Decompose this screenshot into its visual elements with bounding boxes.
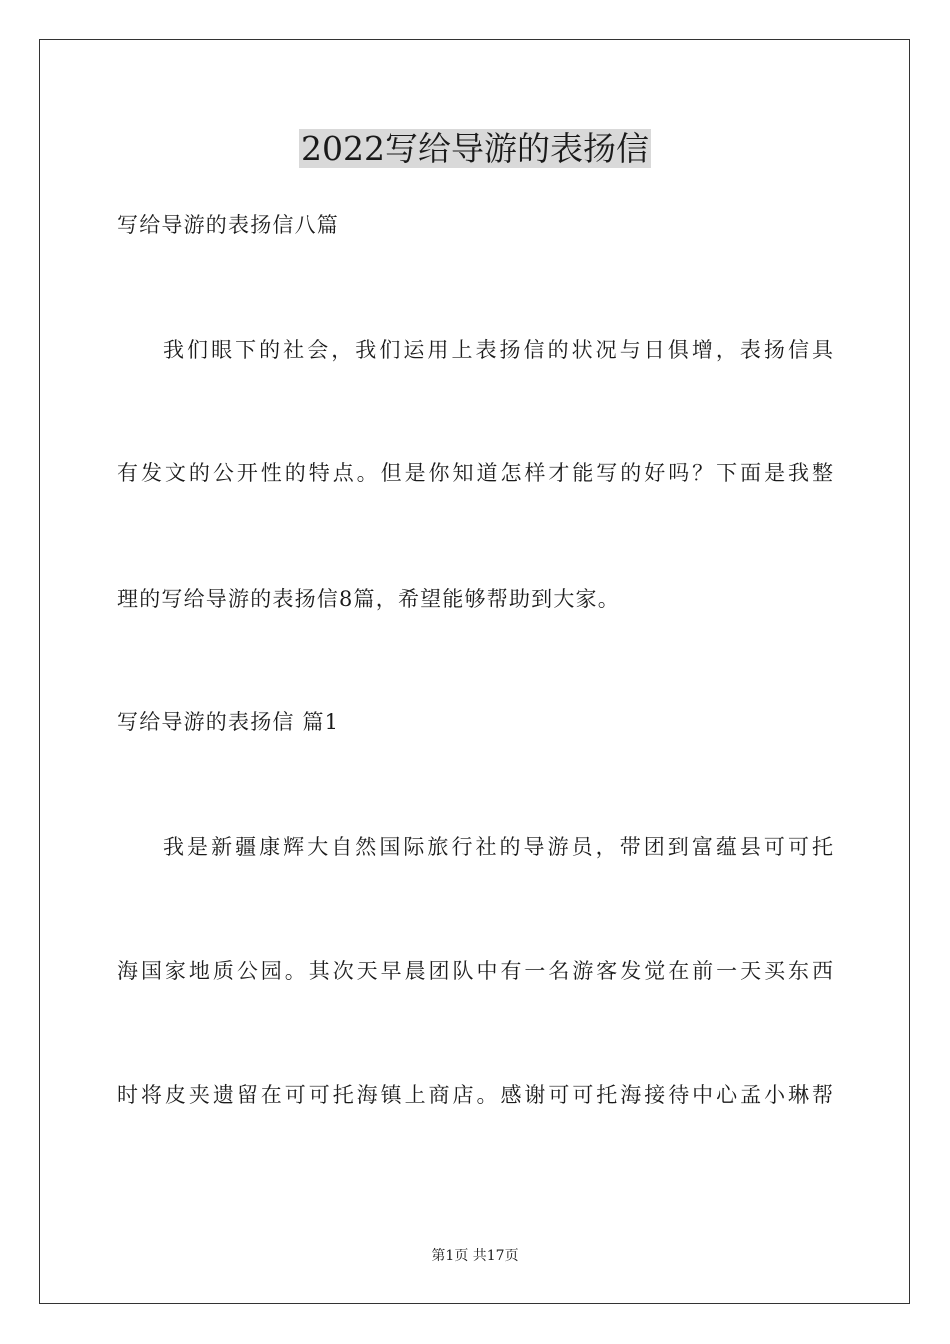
paragraph-line: 有发文的公开性的特点。但是你知道怎样才能写的好吗？下面是我整 — [117, 461, 833, 485]
paragraph-line: 时将皮夹遗留在可可托海镇上商店。感谢可可托海接待中心孟小琳帮 — [117, 1083, 833, 1107]
subtitle-line: 写给导游的表扬信八篇 — [117, 213, 339, 237]
document-title — [0, 129, 950, 169]
document-title-text: 2022写给导游的表扬信 — [301, 129, 649, 168]
section-heading: 写给导游的表扬信 篇1 — [117, 710, 340, 734]
paragraph-line: 我是新疆康辉大自然国际旅行社的导游员，带团到富蕴县可可托 — [163, 835, 833, 859]
paragraph-line: 理的写给导游的表扬信8篇，希望能够帮助到大家。 — [117, 587, 620, 611]
paragraph-line: 海国家地质公园。其次天早晨团队中有一名游客发觉在前一天买东西 — [117, 959, 833, 983]
paragraph-line: 我们眼下的社会，我们运用上表扬信的状况与日俱增，表扬信具 — [163, 338, 833, 362]
page-footer: 第1页 共17页 — [431, 1248, 519, 1264]
